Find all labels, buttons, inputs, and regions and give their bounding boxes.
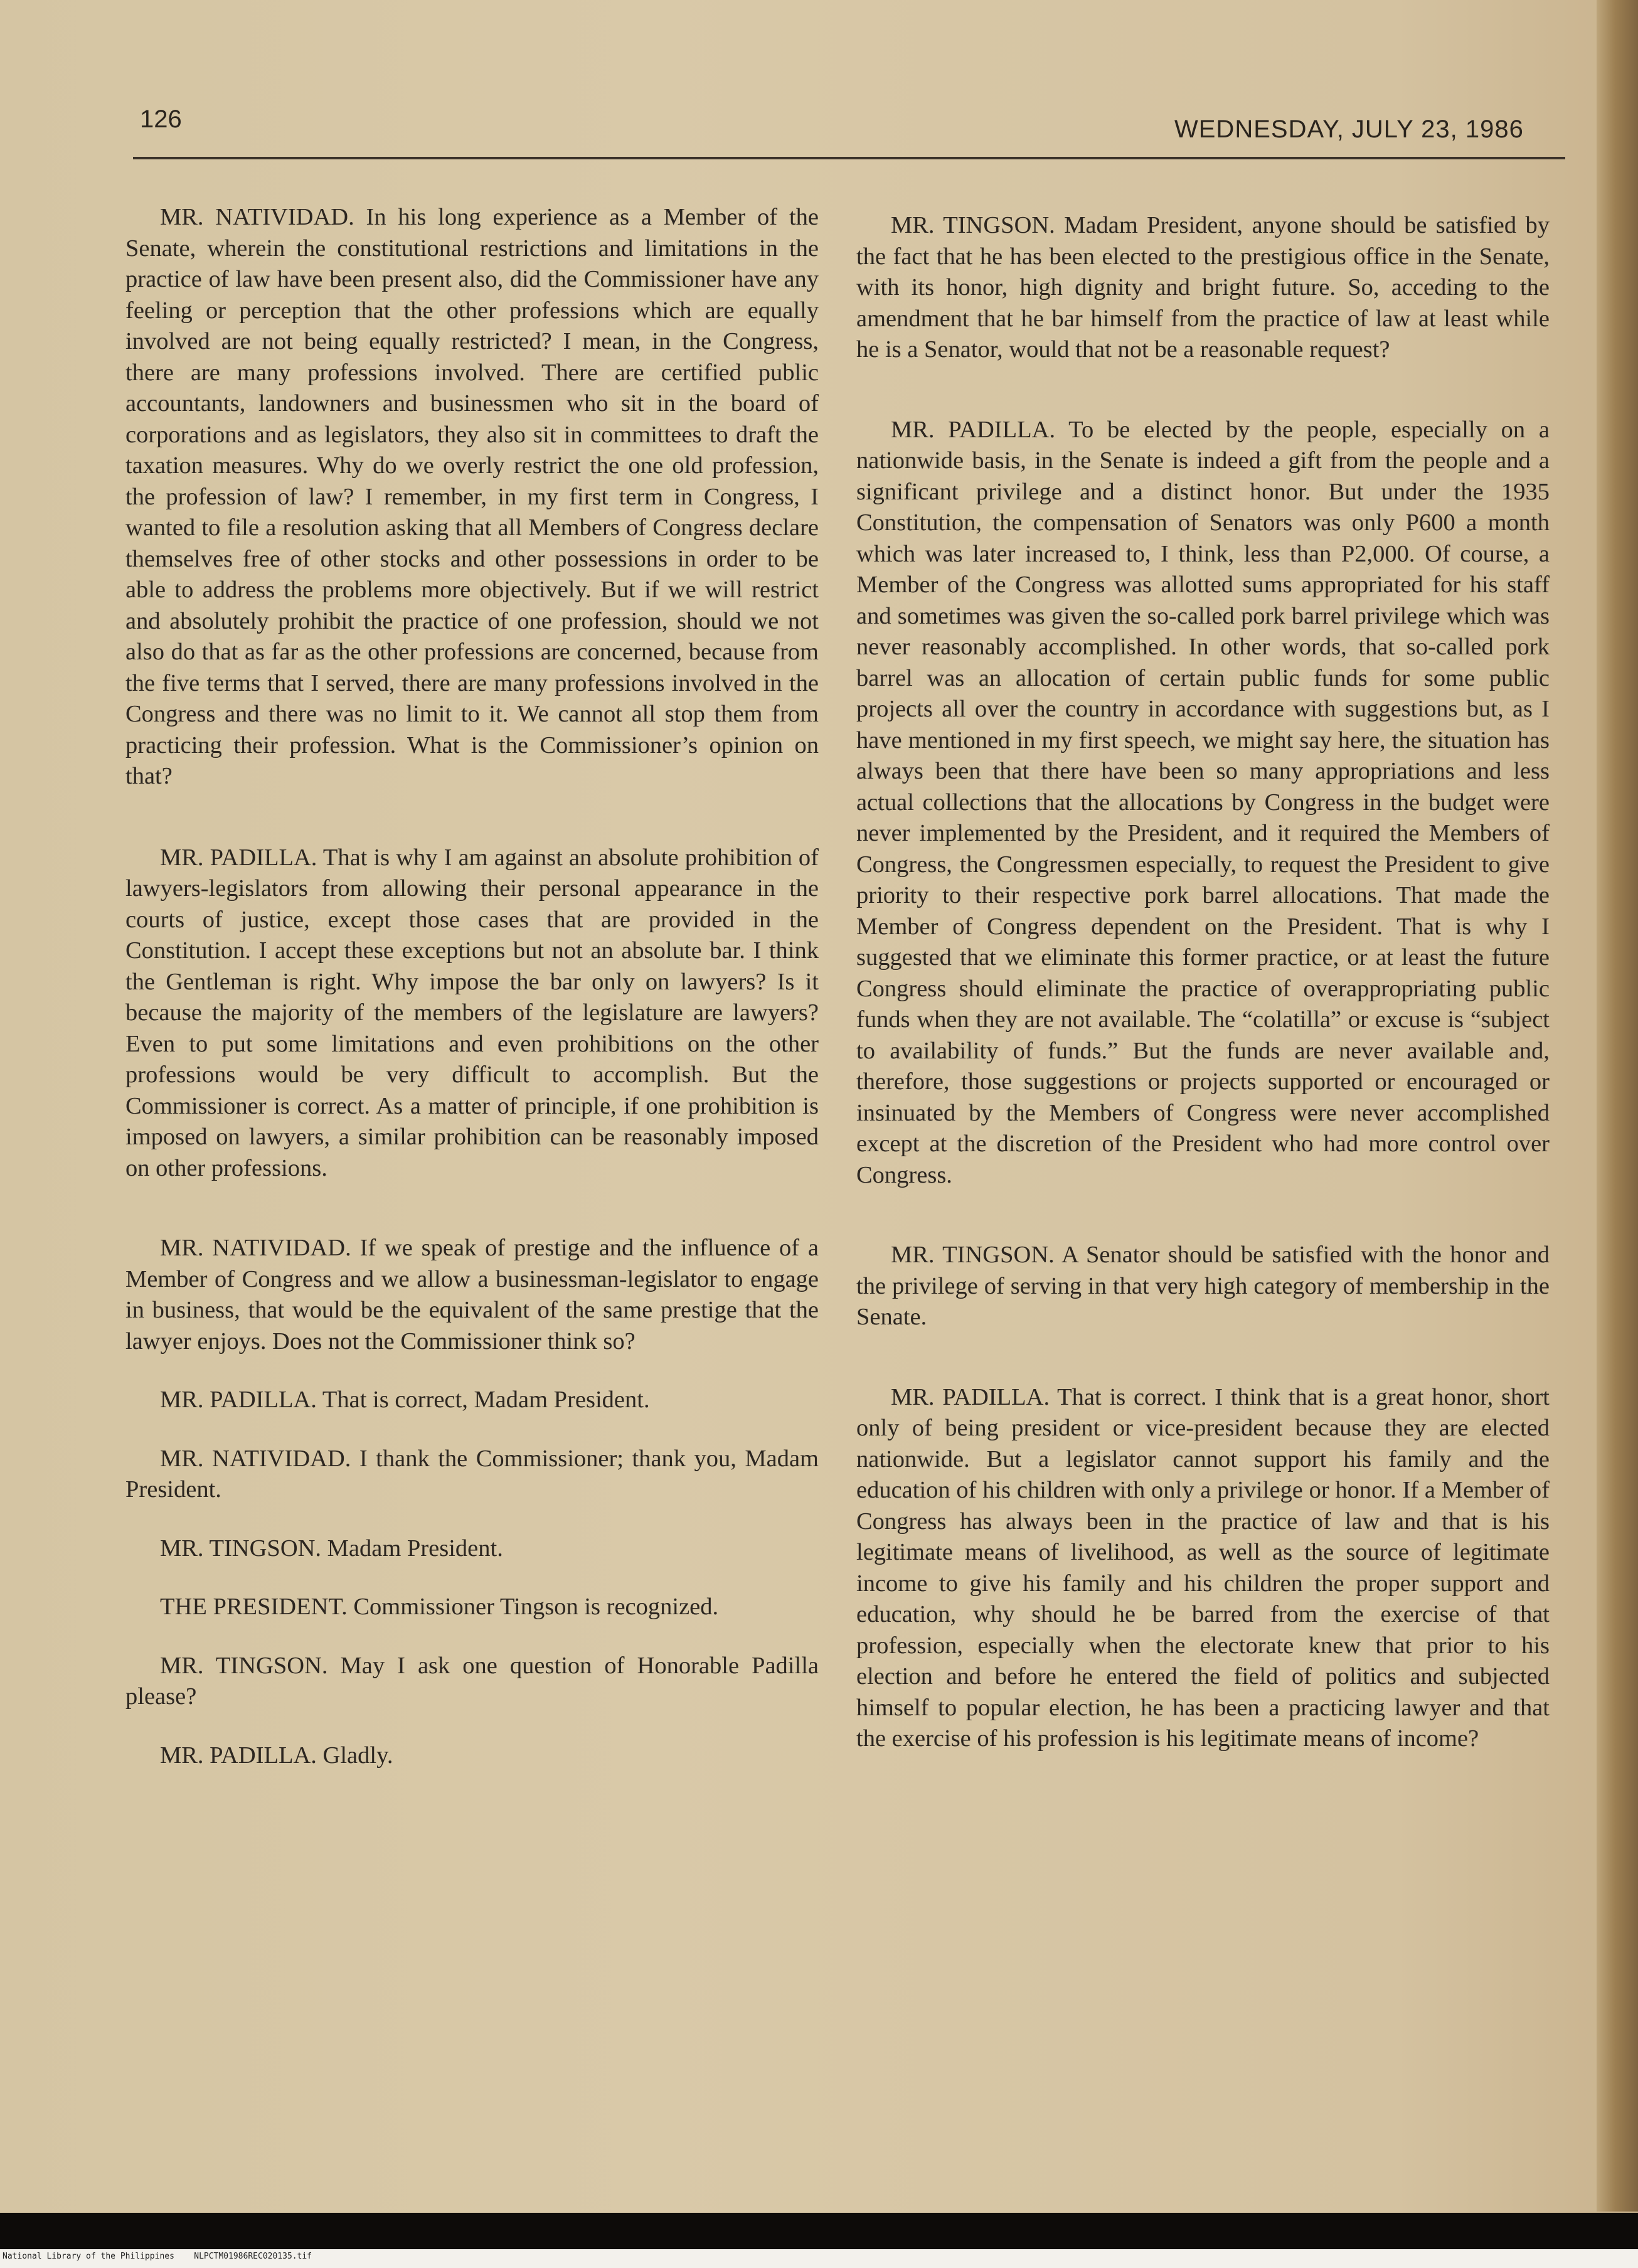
header-rule bbox=[133, 157, 1565, 159]
paragraph: MR. TINGSON. May I ask one question of Honorable Padilla please? bbox=[125, 1652, 819, 1710]
scan-border bbox=[0, 2213, 1638, 2249]
paragraph: THE PRESIDENT. Commissioner Tingson is recognized. bbox=[160, 1594, 719, 1620]
paragraph: MR. PADILLA. Gladly. bbox=[160, 1742, 393, 1769]
paragraph: MR. PADILLA. That is correct, Madam President. bbox=[160, 1387, 650, 1413]
paragraph: MR. PADILLA. That is correct. I think that is a great honor, short only of being president or vice-president because they are elected nationwide. But a legislator cannot support his family and the education of his children with only a privilege or honor. If a Member of Congress has always been in the practice of law and that is his legitimate means of livelihood, as well as the source of legitimate income to give his family and his children the proper support and education, why should he be barred from the exercise of that profession, especially when the electorate knew that prior to his election and before he entered the field of politics and subjected himself to popular election, he has been a practicing lawyer and that the exercise of his profession is his legitimate means of income? bbox=[856, 1383, 1550, 1752]
paragraph: MR. TINGSON. Madam President, anyone should be satisfied by the fact that he has been elected to the prestigious office in the Senate, with its honor, high dignity and bright future. So, acceding to the amendment that he bar himself from the practice of law at least while he is a Senator, would that not be a reasonable request? bbox=[856, 212, 1550, 363]
running-head-date: WEDNESDAY, JULY 23, 1986 bbox=[1174, 115, 1524, 143]
right-column bbox=[856, 210, 1550, 1755]
left-column bbox=[125, 202, 819, 1771]
page-number: 126 bbox=[140, 105, 182, 133]
paragraph: MR. NATIVIDAD. I thank the Commissioner; thank you, Madam President. bbox=[125, 1445, 819, 1503]
paragraph: MR. TINGSON. Madam President. bbox=[160, 1535, 503, 1562]
paragraph: MR. PADILLA. To be elected by the people, especially on a nationwide basis, in the Senate is indeed a gift from the people and a significant privilege and a distinct honor. But under the 1935 Constitution, the compensation of Senators was only P600 a month which was later increased to, I think, less than P2,000. Of course, a Member of the Congress was allotted sums appropriated for his staff and sometimes was given the so-called pork barrel privilege which was never reasonably accomplished. In other words, that so-called pork barrel was an allocation of certain public funds for some public projects all over the country in accordance with suggestions but, as I have mentioned in my first speech, we might say here, the situation has always been that there have been so many appropriations and less actual collections that the allocations by Congress in the budget were never implemented by the President, and it required the Members of Congress, the Congressmen especially, to request the President to give priority to their respective pork barrel allocations. That made the Member of Congress dependent on the President. That is why I suggested that we eliminate this former practice, or at least the future Congress should eliminate the practice of overappropriating public funds when they are not available. The “colatilla” or excuse is “subject to availability of funds.” But the funds are never available and, therefore, those suggestions or projects supported or encouraged or insinuated by the Members of Congress were never accomplished except at the discretion of the President who had more control over Congress. bbox=[856, 416, 1550, 1188]
binding-edge bbox=[1597, 0, 1638, 2212]
paragraph: MR. NATIVIDAD. In his long experience as a Member of the Senate, wherein the constitutional restrictions and limitations in the practice of law have been present also, did the Commissioner have any feeling or perception that the other professions which are equally involved are not being equally restricted? I mean, in the Congress, there are many professions involved. There are certified public accountants, landowners and businessmen who sit in the board of corporations and as legislators, they also sit in committees to draft the taxation measures. Why do we overly restrict the one old profession, the profession of law? I remember, in my first term in Congress, I wanted to file a resolution asking that all Members of Congress declare themselves free of other stocks and other possessions in order to be able to address the problems more objectively. But if we will restrict and absolutely prohibit the practice of one profession, should we not also do that as far as the other professions are concerned, because from the five terms that I served, there are many professions involved in the Congress and there was no limit to it. We cannot all stop them from practicing their profession. What is the Commissioner’s opinion on that? bbox=[125, 204, 819, 789]
paragraph: MR. NATIVIDAD. If we speak of prestige and the influence of a Member of Congress and we allow a businessman-legislator to engage in business, that would be the equivalent of the same prestige that the lawyer enjoys. Does not the Commissioner think so? bbox=[125, 1235, 819, 1355]
scan-footer-note: National Library of the Philippines NLPCTM01986REC020135.tif bbox=[3, 2252, 312, 2261]
paragraph: MR. PADILLA. That is why I am against an absolute prohibition of lawyers-legislators from allowing their personal appearance in the courts of justice, except those cases that are provided in the Constitution. I accept these exceptions but not an absolute bar. I think the Gentleman is right. Why impose the bar only on lawyers? Is it because the majority of the members of the legislature are lawyers? Even to put some limitations and even prohibitions on the other professions would be very difficult to accomplish. But the Commissioner is correct. As a matter of principle, if one prohibition is imposed on lawyers, a similar prohibition can be reasonably imposed on other professions. bbox=[125, 844, 819, 1181]
paragraph: MR. TINGSON. A Senator should be satisfied with the honor and the privilege of serving in that very high category of membership in the Senate. bbox=[856, 1242, 1550, 1330]
